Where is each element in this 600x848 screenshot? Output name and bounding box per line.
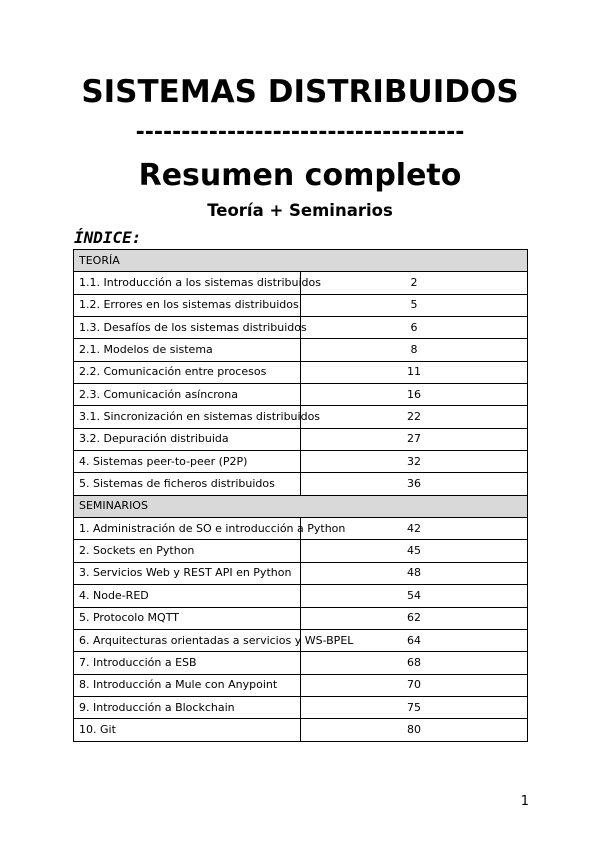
- toc-entry-title: 1.3. Desafíos de los sistemas distribuidos: [74, 317, 301, 339]
- toc-entry-page: 32: [301, 451, 528, 473]
- toc-row[interactable]: [74, 294, 528, 316]
- toc-row[interactable]: [74, 361, 528, 383]
- toc-row[interactable]: [74, 317, 528, 339]
- toc-entry-title: 9. Introducción a Blockchain: [74, 696, 301, 718]
- toc-entry-page: 62: [301, 607, 528, 629]
- toc-section-header: SEMINARIOS: [74, 495, 528, 517]
- toc-row[interactable]: [74, 585, 528, 607]
- toc-entry-page: 70: [301, 674, 528, 696]
- index-heading: ÍNDICE:: [74, 228, 142, 247]
- toc-row[interactable]: [74, 428, 528, 450]
- document-subsubtitle: Teoría + Seminarios: [207, 201, 393, 220]
- toc-entry-title: 2. Sockets en Python: [74, 540, 301, 562]
- toc-entry-title: 1.1. Introducción a los sistemas distribuidos: [74, 272, 301, 294]
- toc-section-seminars: [74, 495, 528, 517]
- toc-entry-page: 80: [301, 719, 528, 741]
- toc-entry-title: 10. Git: [74, 719, 301, 741]
- toc-entry-page: 16: [301, 384, 528, 406]
- toc-entry-title: 1. Administración de SO e introducción a Python: [74, 518, 301, 540]
- toc-entry-page: 22: [301, 406, 528, 428]
- toc-section-theory: [74, 250, 528, 272]
- toc-row[interactable]: [74, 406, 528, 428]
- toc-row[interactable]: [74, 629, 528, 651]
- toc-entry-title: 3. Servicios Web y REST API en Python: [74, 562, 301, 584]
- toc-row[interactable]: [74, 562, 528, 584]
- toc-entry-title: 2.1. Modelos de sistema: [74, 339, 301, 361]
- toc-entry-title: 4. Node-RED: [74, 585, 301, 607]
- toc-entry-title: 1.2. Errores en los sistemas distribuidos: [74, 294, 301, 316]
- toc-entry-title: 5. Protocolo MQTT: [74, 607, 301, 629]
- toc-entry-page: 75: [301, 696, 528, 718]
- toc-entry-page: 48: [301, 562, 528, 584]
- toc-entry-page: 5: [301, 294, 528, 316]
- toc-row[interactable]: [74, 607, 528, 629]
- toc-entry-title: 2.3. Comunicación asíncrona: [74, 384, 301, 406]
- toc-entry-title: 6. Arquitecturas orientadas a servicios y WS-BPEL: [74, 629, 301, 651]
- toc-row[interactable]: [74, 339, 528, 361]
- toc-row[interactable]: [74, 674, 528, 696]
- toc-entry-page: 45: [301, 540, 528, 562]
- document-subtitle: Resumen completo: [138, 158, 462, 193]
- toc-entry-title: 2.2. Comunicación entre procesos: [74, 361, 301, 383]
- toc-row[interactable]: [74, 518, 528, 540]
- toc-section-header: TEORÍA: [74, 250, 528, 272]
- toc-row[interactable]: [74, 719, 528, 741]
- page-number: 1: [520, 794, 529, 809]
- toc-entry-page: 42: [301, 518, 528, 540]
- toc-entry-title: 3.1. Sincronización en sistemas distribuidos: [74, 406, 301, 428]
- toc-entry-page: 54: [301, 585, 528, 607]
- table-of-contents: [73, 249, 528, 742]
- toc-row[interactable]: [74, 384, 528, 406]
- toc-entry-title: 8. Introducción a Mule con Anypoint: [74, 674, 301, 696]
- toc-entry-title: 5. Sistemas de ficheros distribuidos: [74, 473, 301, 495]
- toc-entry-page: 68: [301, 652, 528, 674]
- toc-entry-page: 2: [301, 272, 528, 294]
- toc-entry-page: 64: [301, 629, 528, 651]
- document-title: SISTEMAS DISTRIBUIDOS: [81, 74, 519, 110]
- toc-entry-page: 6: [301, 317, 528, 339]
- toc-entry-title: 3.2. Depuración distribuida: [74, 428, 301, 450]
- toc-entry-page: 27: [301, 428, 528, 450]
- toc-row[interactable]: [74, 696, 528, 718]
- toc-row[interactable]: [74, 451, 528, 473]
- toc-row[interactable]: [74, 540, 528, 562]
- toc-row[interactable]: [74, 652, 528, 674]
- toc-entry-page: 36: [301, 473, 528, 495]
- title-divider: ------------------------------------: [135, 120, 465, 145]
- toc-row[interactable]: [74, 272, 528, 294]
- toc-entry-title: 4. Sistemas peer-to-peer (P2P): [74, 451, 301, 473]
- toc-row[interactable]: [74, 473, 528, 495]
- toc-entry-page: 11: [301, 361, 528, 383]
- toc-entry-title: 7. Introducción a ESB: [74, 652, 301, 674]
- toc-entry-page: 8: [301, 339, 528, 361]
